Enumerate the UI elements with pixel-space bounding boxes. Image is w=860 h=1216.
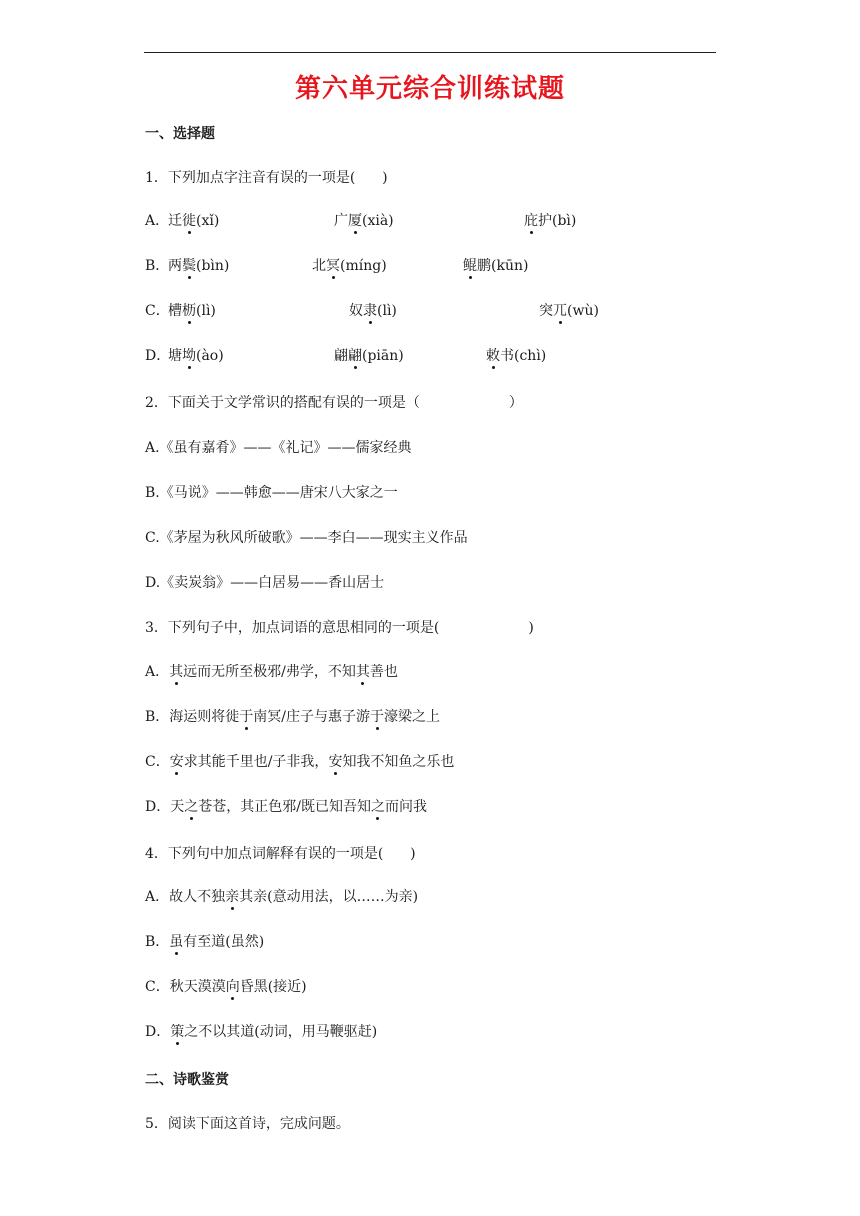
q1-stem: 1．下列加点字注音有误的一项是( ): [145, 170, 388, 186]
q1-option-b-item3: 鲲鹏(kūn): [463, 258, 529, 274]
q1-option-c-item3: 突兀(wù): [539, 303, 599, 319]
q1-option-c-item1: 槽枥(lì): [168, 303, 216, 319]
q1-option-a-item3: 庇护(bì): [524, 213, 577, 229]
q2-option-d: D.《卖炭翁》——白居易——香山居士: [145, 575, 385, 591]
q3-option-d: D．天之苍苍，其正色邪/既已知吾知之而问我: [145, 799, 427, 815]
q4-option-c: C．秋天漠漠向昏黑(接近): [145, 979, 307, 995]
q2-option-c: C.《茅屋为秋风所破歌》——李白——现实主义作品: [145, 530, 468, 546]
q3-option-a: A．其远而无所至极邪/弗学，不知其善也: [145, 664, 398, 680]
q1-option-a-item1: 迁徙(xǐ): [168, 213, 220, 229]
q2-option-a: A.《虽有嘉肴》——《礼记》——儒家经典: [145, 440, 412, 456]
q4-stem: 4．下列句中加点词解释有误的一项是( ): [145, 846, 416, 862]
q5-stem: 5．阅读下面这首诗，完成问题。: [145, 1116, 350, 1132]
q1-option-d-item1: 塘坳(ào): [168, 348, 224, 364]
section-heading-poetry: 二、诗歌鉴赏: [145, 1072, 229, 1088]
q3-stem: 3．下列句子中，加点词语的意思相同的一项是( ): [145, 620, 534, 636]
q4-option-b: B．虽有至道(虽然): [145, 934, 265, 950]
q1-option-b-item2: 北冥(míng): [312, 258, 387, 274]
q1-option-d-label: D．: [145, 348, 171, 364]
q1-option-d-item2: 翩翩(piān): [334, 348, 404, 364]
q1-option-a-item2: 广厦(xià): [334, 213, 394, 229]
q4-option-a: A．故人不独亲其亲(意动用法，以……为亲): [145, 889, 419, 905]
q3-option-c: C．安求其能千里也/子非我，安知我不知鱼之乐也: [145, 754, 455, 770]
q2-option-b: B.《马说》——韩愈——唐宋八大家之一: [145, 485, 398, 501]
q2-stem: 2．下面关于文学常识的搭配有误的一项是（ ）: [145, 395, 523, 411]
q1-option-a-label: A．: [145, 213, 170, 229]
page-title: 第六单元综合训练试题: [294, 74, 565, 104]
q1-option-b-label: B．: [145, 258, 170, 274]
q3-option-b: B．海运则将徙于南冥/庄子与惠子游于濠梁之上: [145, 709, 441, 725]
header-rule: [144, 52, 716, 53]
section-heading-choice: 一、选择题: [145, 126, 215, 142]
q1-option-d-item3: 敕书(chì): [486, 348, 547, 364]
q1-option-c-label: C．: [145, 303, 170, 319]
q1-option-c-item2: 奴隶(lì): [349, 303, 397, 319]
q4-option-d: D．策之不以其道(动词，用马鞭驱赶): [145, 1024, 378, 1040]
q1-option-b-item1: 两鬓(bìn): [168, 258, 230, 274]
